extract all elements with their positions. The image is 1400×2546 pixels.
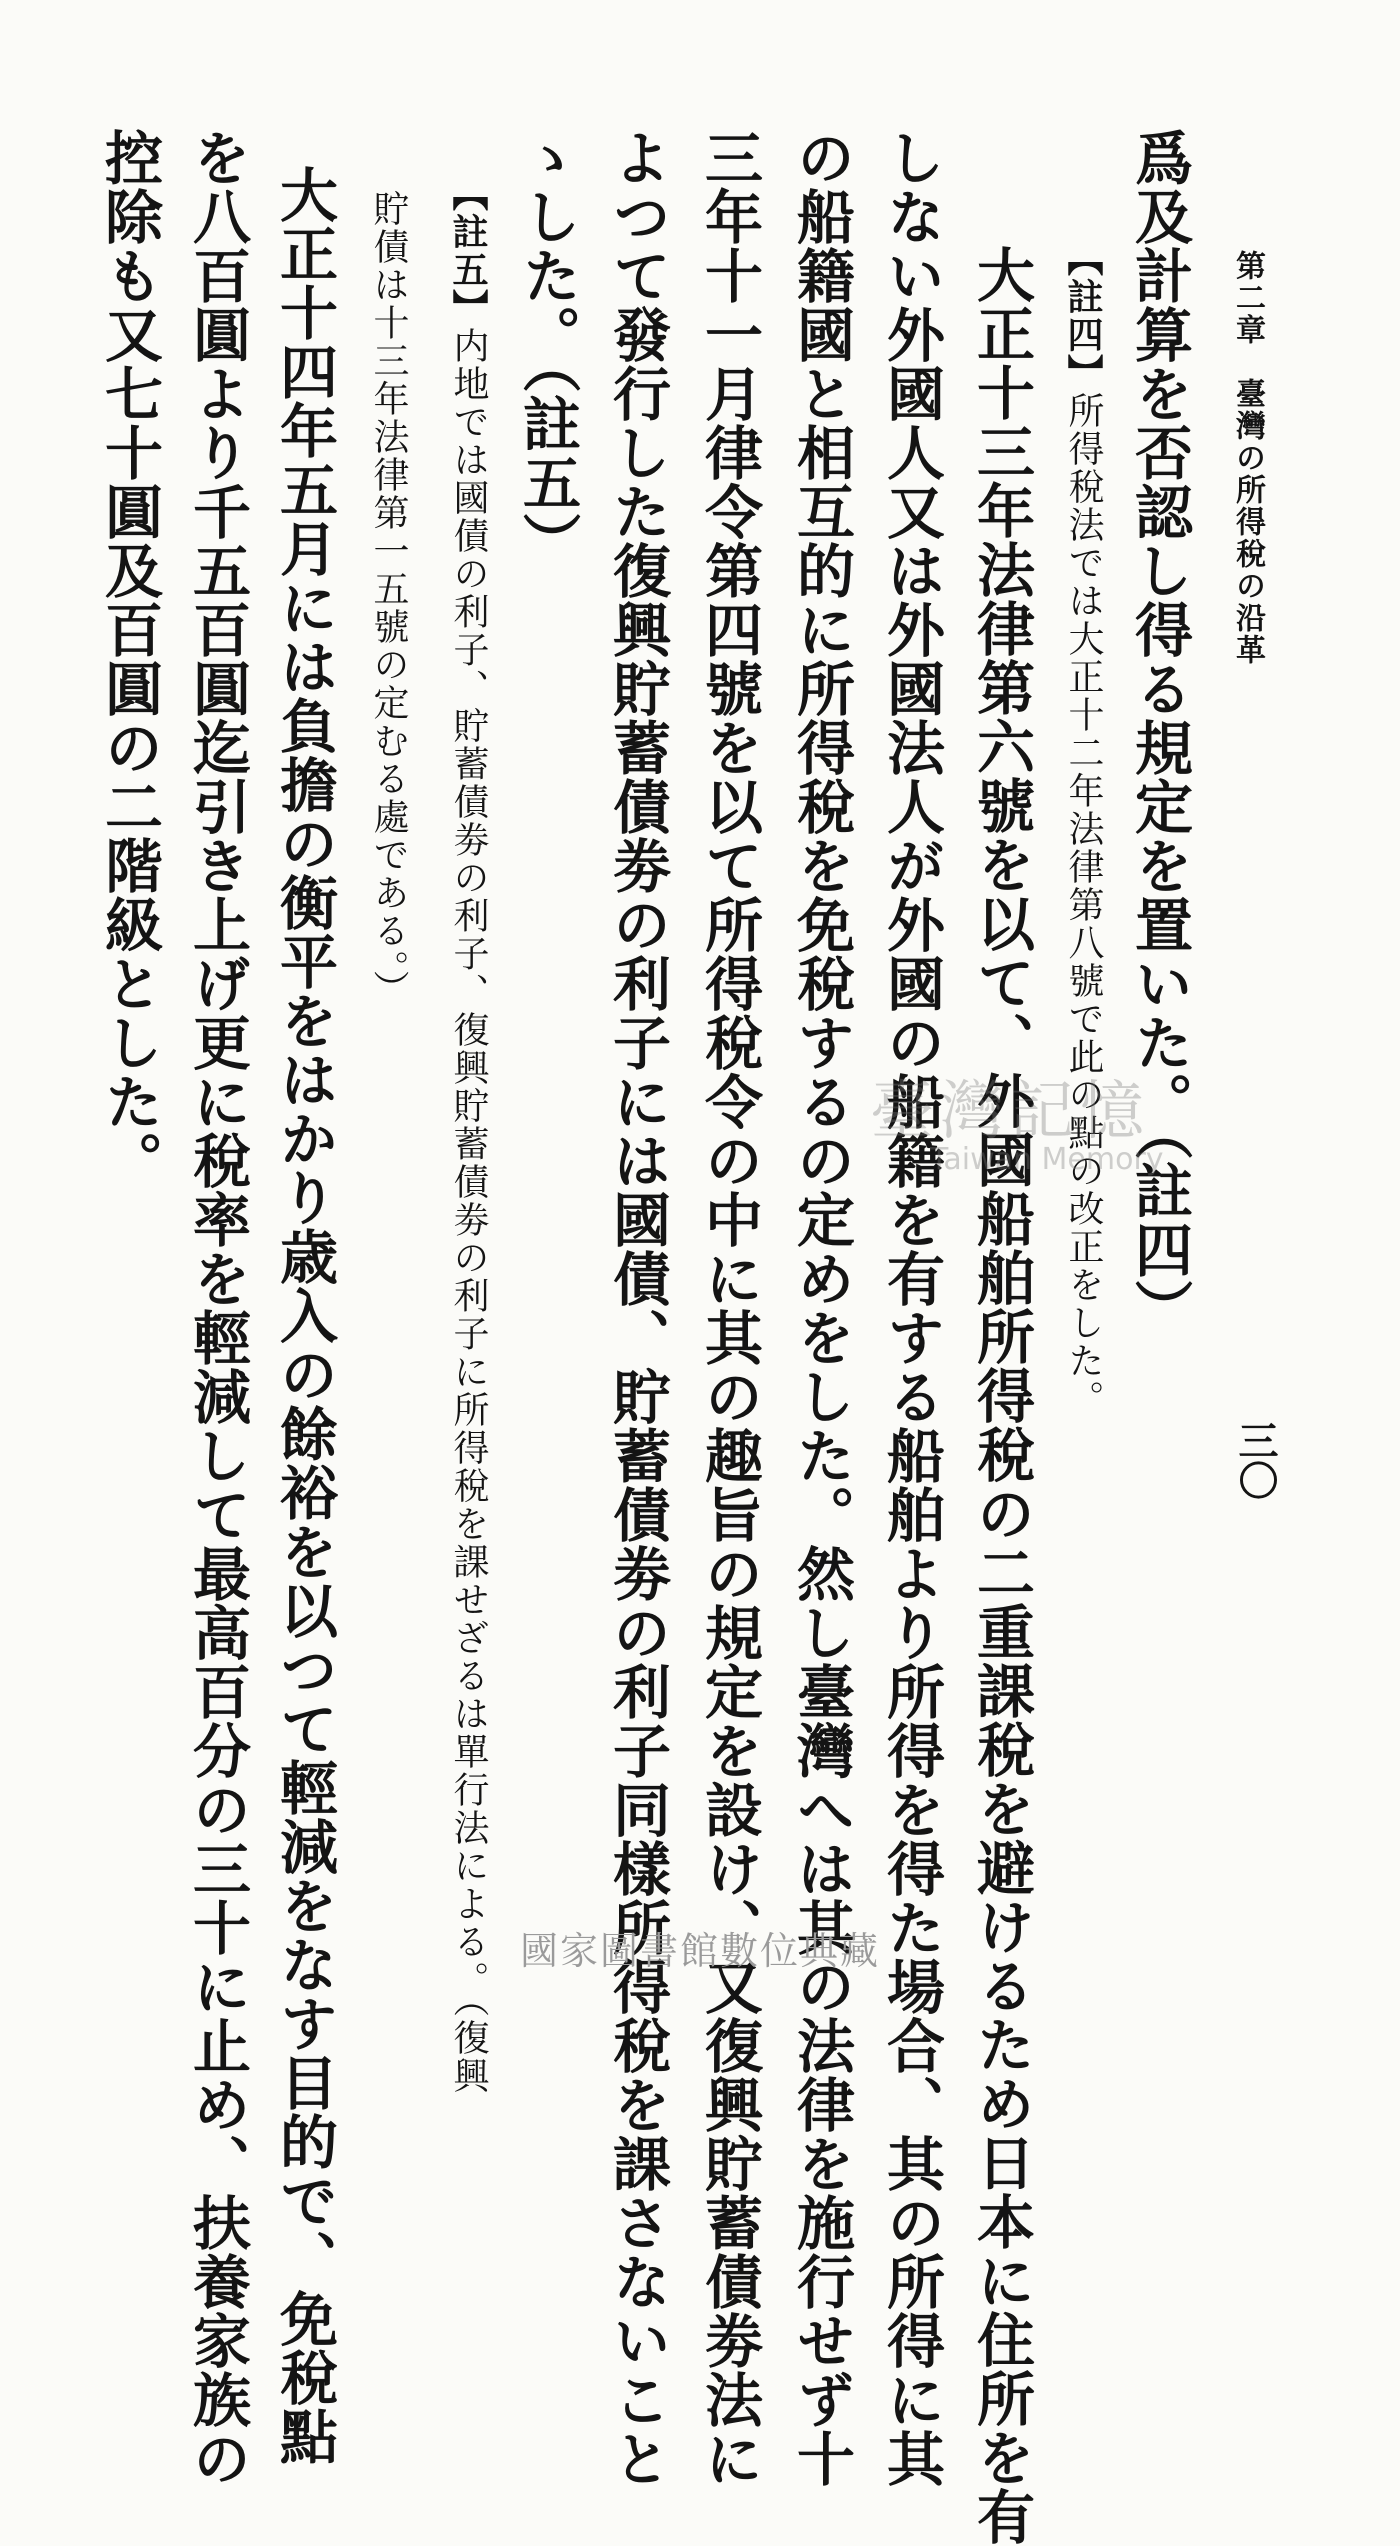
watermark-subtitle: Taiwan Memory	[930, 1142, 1164, 1177]
note-5	[447, 175, 489, 2095]
library-footer: 國家圖書館數位典藏	[519, 1929, 880, 1973]
text-column-6: 三年十一月律令第四號を以て所得稅令の中に其の趣旨の規定を設け、又復興貯蓄債劵法に	[695, 128, 763, 2488]
text-column-7: よつて發行した復興貯蓄債劵の利子には國債、貯蓄債劵の利子同樣所得稅を課さないこと	[603, 128, 671, 2488]
page-number: 三〇	[1232, 1420, 1279, 1500]
note-5-label: 【註五】	[447, 175, 489, 327]
text-column-11: 大正十四年五月には負擔の衡平をはかり歳入の餘裕を以つて輕減をなす目的で、免稅點	[270, 165, 338, 2466]
watermark	[870, 1060, 1164, 1177]
note-4	[1062, 240, 1104, 1418]
note-4-label: 【註四】	[1062, 240, 1104, 392]
chapter-title: 第二章 臺灣の所得稅の沿革	[1230, 250, 1265, 666]
text-column-1: 爲及計算を否認し得る規定を置いた。（註四）	[1125, 128, 1193, 1338]
text-column-5: の船籍國と相互的に所得稅を免稅するの定めをした。然し臺灣へは其の法律を施行せず十	[787, 128, 855, 2488]
text-column-13: 控除も又七十圓及百圓の二階級とした。	[95, 128, 163, 1190]
note-5-continuation: 貯債は十三年法律第一五號の定むる處である。）	[368, 190, 409, 1008]
note-5-text: 内地では國債の利子、貯蓄債劵の利子、復興貯蓄債劵の利子に所得稅を課せざるは單行法による。（復興	[448, 327, 489, 2095]
text-column-4: しない外國人又は外國法人が外國の船籍を有する船舶より所得を得た場合、其の所得に其	[877, 128, 945, 2488]
text-column-8: ゝした。（註五）	[513, 128, 581, 571]
note-4-text: 所得稅法では大正十二年法律第八號で此の點の改正をした。	[1063, 392, 1104, 1418]
watermark-title: 臺灣記憶	[870, 1075, 1150, 1149]
text-column-3: 大正十三年法律第六號を以て、外國船舶所得稅の二重課稅を避けるため日本に住所を有	[967, 245, 1035, 2546]
text-column-12: を八百圓より千五百圓迄引き上げ更に稅率を輕減して最高百分の三十に止め、扶養家族の	[183, 128, 251, 2488]
